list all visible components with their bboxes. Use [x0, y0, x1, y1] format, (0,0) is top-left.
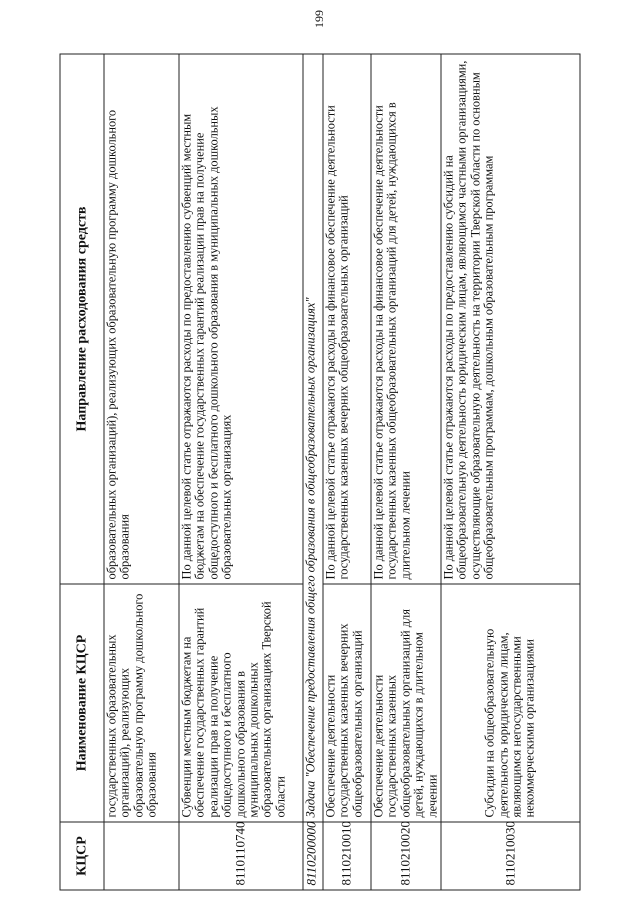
header-name: Наименование КЦСР [60, 584, 104, 822]
row-direction: образовательных организаций), реализующих образовательную программу дошкольного образования [104, 54, 179, 584]
table-row [104, 54, 179, 890]
row-name: Обеспечение деятельности государственных казенных вечерних общеобразовательных организаций [323, 584, 371, 822]
row-code: 8110110740 [179, 822, 303, 890]
row-name: государственных образовательных организаций), реализующих образовательную программу дошкольного образования [104, 584, 179, 822]
table-row [323, 54, 371, 890]
row-code: 8110210030 [441, 822, 580, 890]
header-direction: Направление расходования средств [60, 54, 104, 584]
page-number: 199 [312, 10, 326, 28]
row-direction: По данной целевой статье отражаются расходы по предоставлению субсидий на общеобразовательную деятельность юридическим лицам, являющимся частными организациями, осуществляющие образовательную деятельность на территории Тверской области по основным общеобразовательным программам, дошкольным образовательным программам [441, 54, 580, 584]
row-code: 8110210010 [323, 822, 371, 890]
table-row [179, 54, 303, 890]
rotated-page-content [60, 54, 581, 891]
budget-classification-table [60, 54, 581, 891]
row-name: Субвенции местным бюджетам на обеспечение государственных гарантий реализации прав на получение общедоступного и бесплатного дошкольного образования в муниципальных дошкольных образовательных организациях Тверской области [179, 584, 303, 822]
row-name: Обеспечение деятельности государственных казенных общеобразовательных организаций для детей, нуждающихся в длительном лечении [371, 584, 441, 822]
table-header-row [60, 54, 104, 890]
task-code: 8110200000 [303, 822, 323, 890]
row-direction: По данной целевой статье отражаются расходы на финансовое обеспечение деятельности государственных казенных вечерних общеобразовательных организаций [323, 54, 371, 584]
row-code [104, 822, 179, 890]
row-direction: По данной целевой статье отражаются расходы по предоставлению субвенций местным бюджетам на обеспечение государственных гарантий реализации прав на получение общедоступного и бесплатного дошкольного образования в муниципальных дошкольных образовательных организациях [179, 54, 303, 584]
task-row [303, 54, 323, 890]
row-code: 8110210020 [371, 822, 441, 890]
table-row [441, 54, 580, 890]
task-text: Задача "Обеспечение предоставления общего образования в общеобразовательных организациях" [303, 54, 323, 822]
row-direction: По данной целевой статье отражаются расходы на финансовое обеспечение деятельности государственных казенных общеобразовательных организаций для детей, нуждающихся в длительном лечении [371, 54, 441, 584]
table-row [371, 54, 441, 890]
row-name: Субсидии на общеобразовательную деятельность юридическим лицам, являющимся негосударственными некоммерческими организациями [441, 584, 580, 822]
header-code: КЦСР [60, 822, 104, 890]
